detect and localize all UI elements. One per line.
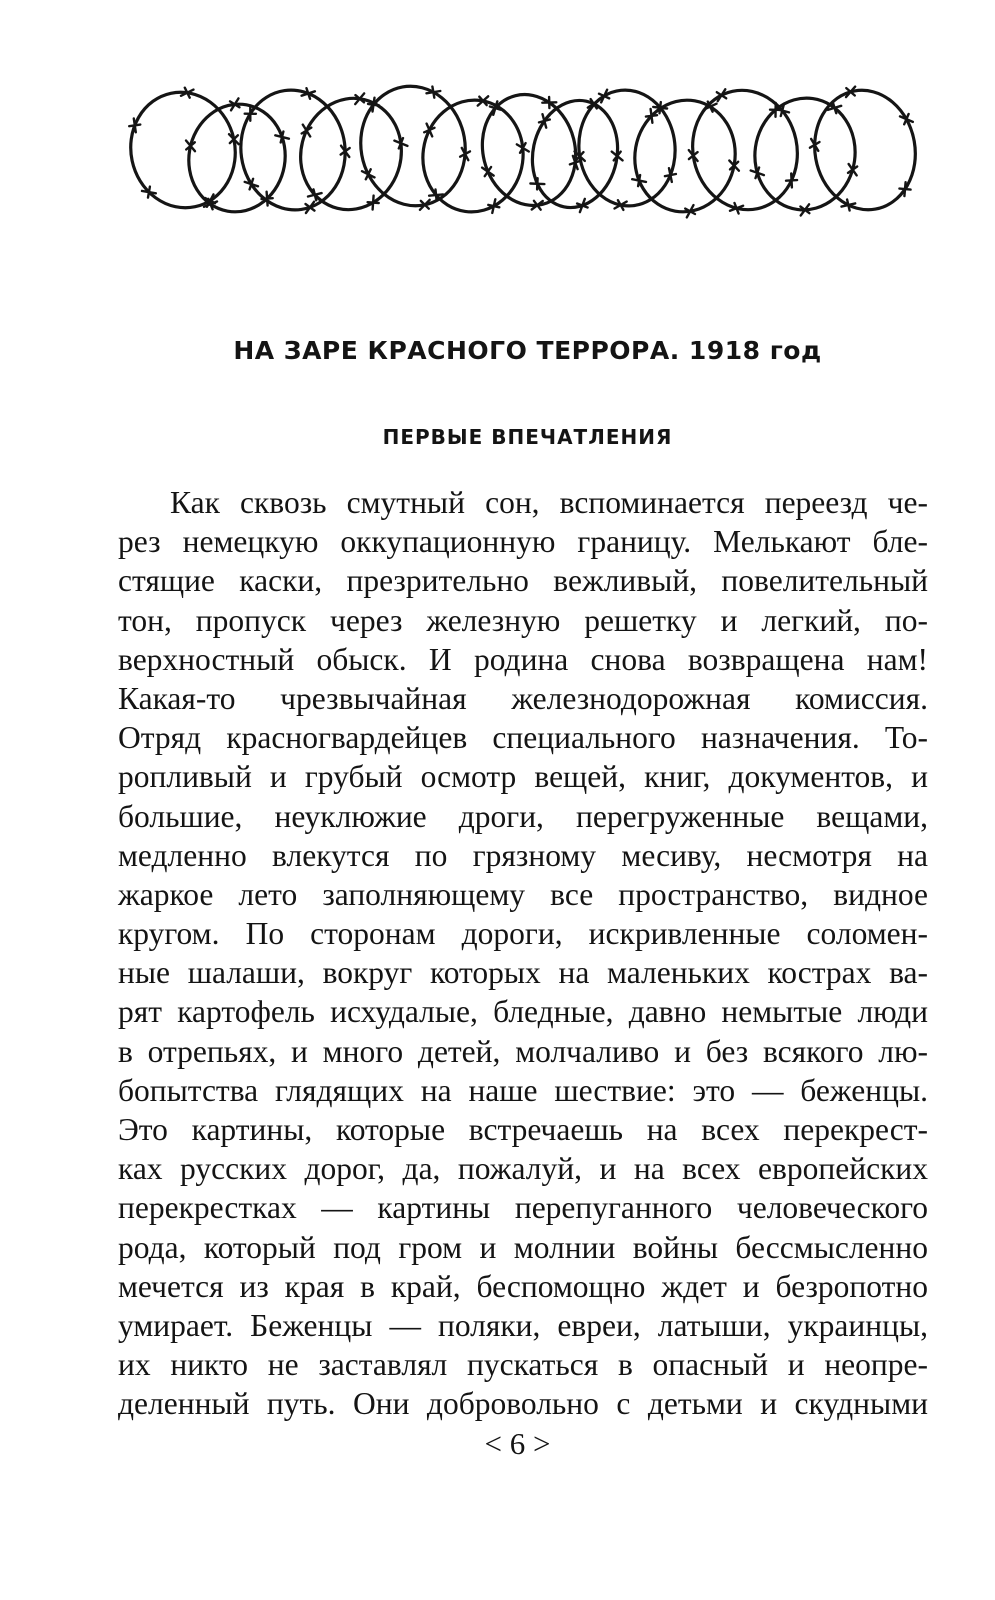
text-line: верхностный обыск. И родина снова возвращена нам! bbox=[118, 641, 928, 677]
barb bbox=[368, 196, 379, 210]
text-line: умирает. Беженцы — поляки, евреи, латыши, украинцы, bbox=[118, 1307, 928, 1343]
wire-loop bbox=[626, 92, 744, 220]
text-line: ропливый и грубый осмотр вещей, книг, документов, и bbox=[118, 759, 928, 795]
barb bbox=[488, 199, 499, 213]
text-line: большие, неуклюжие дроги, перегруженные вещами, bbox=[118, 798, 928, 834]
barb bbox=[530, 178, 544, 189]
barb bbox=[751, 168, 764, 179]
text-line: Какая-то чрезвычайная железнодорожная комиссия. bbox=[118, 680, 928, 716]
page-number: < 6 > bbox=[484, 1426, 551, 1461]
text-line: перекрестках — картины перепуганного человеческого bbox=[118, 1190, 928, 1226]
text-line: Это картины, которые встречаешь на всех перекрест- bbox=[118, 1112, 928, 1147]
text-line: жаркое лето заполняющему все пространство, видное bbox=[118, 876, 928, 912]
barb bbox=[275, 132, 289, 143]
text-line: их никто не заставлял пускаться в опасный и неопре- bbox=[118, 1347, 928, 1383]
barb bbox=[632, 175, 646, 186]
barb bbox=[900, 114, 913, 124]
text-line: деленный путь. Они добровольно с детьми и скудными bbox=[118, 1386, 928, 1422]
text-line: рят картофель исхудалые, бледные, давно немытые люди bbox=[118, 994, 928, 1030]
text-line: мечется из края в край, беспомощно ждет и безропотно bbox=[118, 1268, 928, 1304]
wire-loop bbox=[471, 85, 587, 216]
text-line: рез немецкую оккупационную границу. Мелькают бле- bbox=[118, 524, 928, 560]
wire-loop bbox=[748, 92, 863, 217]
section-title: ПЕРВЫЕ ВПЕЧАТЛЕНИЯ bbox=[382, 425, 673, 449]
wire-loop bbox=[180, 96, 293, 219]
text-line: Как сквозь смутный сон, вспоминается переезд че- bbox=[170, 485, 928, 520]
text-line: кругом. По сторонам дороги, искривленные соломен- bbox=[118, 916, 928, 952]
text-line: Отряд красногвардейцев специального назначения. То- bbox=[118, 720, 928, 756]
text-line: в отрепьях, и много детей, молчаливо и без всякого лю- bbox=[118, 1033, 928, 1069]
wire-loop bbox=[351, 78, 474, 214]
text-line: стящие каски, презрительно вежливый, повелительный bbox=[118, 563, 928, 599]
text-line: рода, который под гром и молнии войны бессмысленно bbox=[118, 1229, 928, 1265]
text-line: медленно влекутся по грязному месиву, несмотря на bbox=[118, 837, 928, 873]
barbed-wire-ornament bbox=[125, 70, 925, 230]
text-line: ные шалаши, вокруг которых на маленьких кострах ва- bbox=[118, 955, 928, 991]
body-paragraph bbox=[118, 483, 928, 1424]
text-line: бопытства глядящих на наше шествие: это — беженцы. bbox=[118, 1072, 928, 1108]
barb bbox=[245, 179, 258, 190]
text-line: тон, пропуск через железную решетку и легкий, по- bbox=[118, 602, 928, 638]
chapter-title: НА ЗАРЕ КРАСНОГО ТЕРРОРА. 1918 год bbox=[233, 336, 822, 365]
text-line: ках русских дорог, да, пожалуй, и на всех европейских bbox=[118, 1151, 928, 1187]
